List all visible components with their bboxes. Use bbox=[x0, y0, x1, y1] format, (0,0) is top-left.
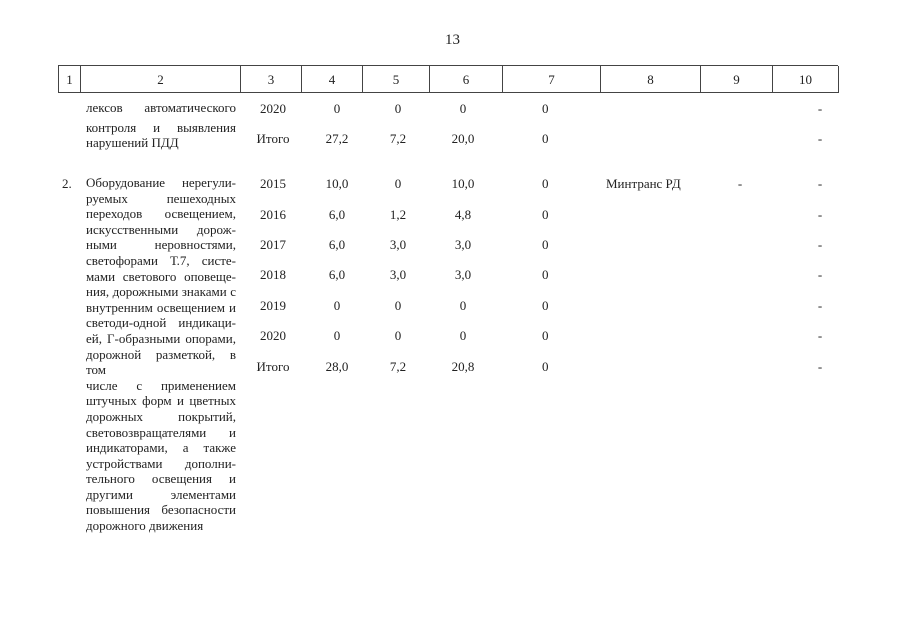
cell-col10: - bbox=[817, 237, 823, 252]
cell-col6: 20,0 bbox=[451, 131, 475, 146]
column-header-10: 10 bbox=[773, 66, 839, 93]
cell-col10: - bbox=[817, 131, 823, 146]
description-line: Оборудование нерегули- bbox=[86, 175, 236, 190]
executor-name: Минтранс РД bbox=[606, 176, 681, 191]
cell-col4: 0 bbox=[333, 101, 341, 116]
cell-col10: - bbox=[817, 267, 823, 282]
description-line: светофорами Т.7, систе- bbox=[86, 252, 236, 268]
description-line: штучных форм и цветных bbox=[86, 393, 236, 409]
cell-col10: - bbox=[817, 359, 823, 374]
description-line: нарушений ПДД bbox=[86, 135, 179, 151]
description-line: контроля и выявления bbox=[86, 119, 236, 135]
cell-col9: - bbox=[737, 176, 743, 191]
column-header-2: 2 bbox=[81, 66, 241, 93]
description-line: дорожного движения bbox=[86, 518, 204, 534]
column-header-9: 9 bbox=[701, 66, 773, 93]
cell-col5: 0 bbox=[394, 101, 402, 116]
cell-year: 2017 bbox=[260, 237, 286, 252]
description-line: тельного освещения и bbox=[86, 471, 236, 487]
cell-year: Итого bbox=[256, 131, 290, 146]
cell-year: Итого bbox=[256, 359, 290, 374]
cell-col6: 3,0 bbox=[454, 267, 472, 282]
cell-col5: 3,0 bbox=[389, 267, 407, 282]
cell-col6: 20,8 bbox=[451, 359, 475, 374]
cell-col6: 3,0 bbox=[454, 237, 472, 252]
cell-col5: 3,0 bbox=[389, 237, 407, 252]
column-header-7: 7 bbox=[503, 66, 601, 93]
cell-col6: 0 bbox=[459, 328, 467, 343]
page-number: 13 bbox=[445, 32, 460, 48]
description-line: другими элементами bbox=[86, 486, 236, 502]
cell-year: 2015 bbox=[260, 176, 286, 191]
cell-col4: 6,0 bbox=[328, 207, 346, 222]
cell-col6: 0 bbox=[459, 298, 467, 313]
description-line: ными неровностями, bbox=[86, 237, 236, 253]
cell-col7: 0 bbox=[542, 101, 549, 116]
description-line: искусственными дорож- bbox=[86, 221, 236, 237]
cell-col4: 0 bbox=[333, 298, 341, 313]
column-header-5: 5 bbox=[363, 66, 430, 93]
cell-col7: 0 bbox=[542, 298, 549, 313]
description-line: светоди-одной индикаци- bbox=[86, 315, 236, 331]
cell-year: 2020 bbox=[260, 328, 286, 343]
cell-col6: 10,0 bbox=[451, 176, 475, 191]
cell-col10: - bbox=[817, 328, 823, 343]
cell-col5: 0 bbox=[394, 298, 402, 313]
cell-col5: 7,2 bbox=[389, 359, 407, 374]
cell-col5: 0 bbox=[394, 328, 402, 343]
cell-year: 2019 bbox=[260, 298, 286, 313]
cell-col4: 27,2 bbox=[325, 131, 349, 146]
description-line: дорожной разметкой, в том bbox=[86, 346, 236, 378]
table-header-row bbox=[58, 65, 838, 93]
cell-col7: 0 bbox=[542, 359, 549, 374]
cell-col7: 0 bbox=[542, 267, 549, 282]
description-line: индикаторами, а также bbox=[86, 440, 236, 456]
cell-col4: 0 bbox=[333, 328, 341, 343]
description-line: числе с применением bbox=[86, 377, 236, 393]
block1-description bbox=[86, 100, 236, 151]
description-line: переходов освещением, bbox=[86, 206, 236, 222]
cell-col4: 6,0 bbox=[328, 267, 346, 282]
item-number: 2. bbox=[62, 176, 72, 191]
description-line: повышения безопасности bbox=[86, 502, 236, 518]
description-line: мами светового оповеще- bbox=[86, 268, 236, 284]
cell-col7: 0 bbox=[542, 176, 549, 191]
column-header-3: 3 bbox=[241, 66, 302, 93]
cell-col10: - bbox=[817, 207, 823, 222]
cell-year: 2020 bbox=[260, 101, 286, 116]
description-line: ния, дорожными знаками с bbox=[86, 284, 236, 300]
cell-col5: 7,2 bbox=[389, 131, 407, 146]
description-line: световозвращателями и bbox=[86, 424, 236, 440]
column-header-1: 1 bbox=[59, 66, 81, 93]
cell-col4: 28,0 bbox=[325, 359, 349, 374]
cell-col5: 1,2 bbox=[389, 207, 407, 222]
column-header-6: 6 bbox=[430, 66, 503, 93]
cell-col10: - bbox=[817, 298, 823, 313]
description-line: ей, Г-образными опорами, bbox=[86, 330, 236, 346]
cell-col7: 0 bbox=[542, 328, 549, 343]
cell-col5: 0 bbox=[394, 176, 402, 191]
cell-col7: 0 bbox=[542, 237, 549, 252]
cell-year: 2018 bbox=[260, 267, 286, 282]
cell-col4: 10,0 bbox=[325, 176, 349, 191]
cell-year: 2016 bbox=[260, 207, 286, 222]
cell-col6: 0 bbox=[459, 101, 467, 116]
description-line: внутренним освещением и bbox=[86, 299, 236, 315]
cell-col10: - bbox=[817, 176, 823, 191]
description-line: руемых пешеходных bbox=[86, 190, 236, 206]
column-header-4: 4 bbox=[302, 66, 363, 93]
column-header-8: 8 bbox=[601, 66, 701, 93]
description-line: дорожных покрытий, bbox=[86, 408, 236, 424]
cell-col10: - bbox=[817, 101, 823, 116]
cell-col7: 0 bbox=[542, 207, 549, 222]
description-line: устройствами дополни- bbox=[86, 455, 236, 471]
cell-col7: 0 bbox=[542, 131, 549, 146]
cell-col6: 4,8 bbox=[454, 207, 472, 222]
description-line: лексов автоматического bbox=[86, 100, 236, 115]
block2-description bbox=[86, 175, 236, 534]
cell-col4: 6,0 bbox=[328, 237, 346, 252]
